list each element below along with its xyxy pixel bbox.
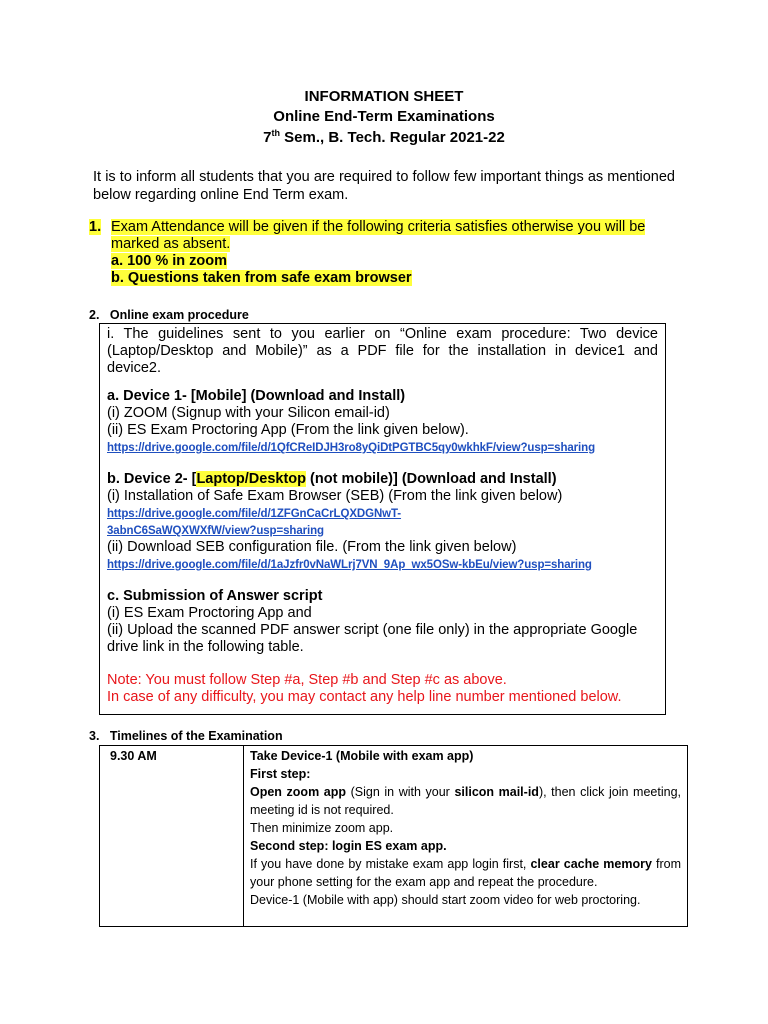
minimize-instruction: Then minimize zoom app. — [250, 821, 394, 835]
submission-line2: (ii) Upload the scanned PDF answer script (one file only) in the appropriate Google drive link in the following table. — [107, 622, 638, 655]
timeline-table — [99, 745, 688, 927]
submission-title: c. Submission of Answer script — [107, 588, 323, 604]
seb-config-link[interactable]: https://drive.google.com/file/d/1aJzfr0vNaWLrj7VN_9Ap_wx5OSw-kbEu/view?usp=sharing — [107, 559, 592, 571]
section1-block — [111, 219, 677, 287]
second-step-label: Second step: login ES exam app. — [250, 839, 447, 853]
note-steps: Note: You must follow Step #a, Step #b and Step #c as above. — [107, 672, 507, 688]
device1-heading: Take Device-1 (Mobile with exam app) — [250, 749, 474, 763]
procedure-box — [99, 323, 666, 715]
section3-heading: 3. Timelines of the Examination — [89, 729, 283, 743]
device1-app: (ii) ES Exam Proctoring App (From the link given below). — [107, 422, 469, 438]
device2-config: (ii) Download SEB configuration file. (From the link given below) — [107, 539, 517, 555]
time-cell: 9.30 AM — [100, 746, 244, 927]
semester-rest: Sem., B. Tech. Regular 2021-22 — [280, 129, 505, 146]
zoom-instruction: Open zoom app (Sign in with your silicon mail-id), then click join meeting, meeting id is not required. — [250, 785, 681, 817]
title-semester — [0, 128, 768, 146]
device2-seb: (i) Installation of Safe Exam Browser (SEB) (From the link given below) — [107, 488, 563, 504]
title-online-exams: Online End-Term Examinations — [273, 108, 495, 125]
criteria-b: b. Questions taken from safe exam browser — [111, 270, 412, 286]
first-step-label: First step: — [250, 767, 311, 781]
section2-heading: 2. Online exam procedure — [89, 308, 249, 322]
section1-text: Exam Attendance will be given if the following criteria satisfies otherwise you will be marked as absent. — [111, 219, 646, 252]
device2-title: b. Device 2- [Laptop/Desktop (not mobile)] (Download and Install) — [107, 471, 557, 487]
intro-paragraph: It is to inform all students that you are required to follow few important things as mentioned below regarding online End Term exam. — [93, 169, 675, 203]
semester-suffix: th — [271, 128, 280, 138]
instructions-cell — [244, 746, 688, 927]
device1-zoom: (i) ZOOM (Signup with your Silicon email-id) — [107, 405, 390, 421]
device1-title: a. Device 1- [Mobile] (Download and Install) — [107, 388, 406, 404]
cache-instruction: If you have done by mistake exam app login first, clear cache memory from your phone setting for the exam app and repeat the procedure. — [250, 857, 681, 889]
criteria-a: a. 100 % in zoom — [111, 253, 228, 269]
title-information-sheet: INFORMATION SHEET — [304, 88, 464, 105]
seb-link[interactable]: https://drive.google.com/file/d/1ZFGnCaCrLQXDGNwT- 3abnC6SaWQXWXfW/view?usp=sharing — [107, 508, 402, 537]
semester-number: 7 — [263, 129, 272, 146]
device-proctoring-note: Device-1 (Mobile with app) should start zoom video for web proctoring. — [250, 893, 641, 907]
submission-line1: (i) ES Exam Proctoring App and — [107, 605, 312, 621]
section1-number: 1. — [89, 219, 102, 235]
device1-app-link[interactable]: https://drive.google.com/file/d/1QfCReIDJH3ro8yQiDtPGTBC5qy0wkhkF/view?usp=sharing — [107, 442, 595, 454]
laptop-desktop-highlight: Laptop/Desktop — [196, 471, 307, 487]
table-row — [100, 746, 688, 927]
guideline-text: i. The guidelines sent to you earlier on “Online exam procedure: Two device (Laptop/Desktop and Mobile)” as a PDF file for the installation in device1 and device2. — [107, 326, 658, 376]
note-helpline: In case of any difficulty, you may contact any help line number mentioned below. — [107, 689, 622, 705]
